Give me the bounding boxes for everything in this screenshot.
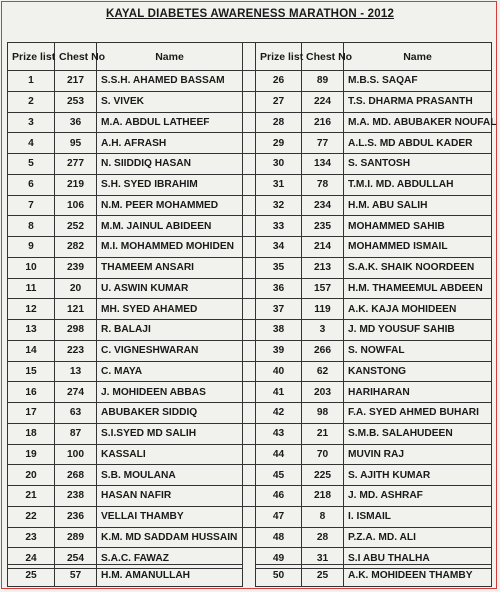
participant-name: S. AJITH KUMAR: [344, 465, 492, 486]
chest-number: 214: [302, 237, 344, 258]
chest-number: 98: [302, 403, 344, 424]
column-gap: [243, 133, 256, 154]
participant-name: KASSALI: [97, 444, 243, 465]
column-gap: [243, 43, 256, 71]
column-gap: [243, 527, 256, 548]
participant-name: H.M. THAMEEMUL ABDEEN: [344, 278, 492, 299]
chest-number: 268: [55, 465, 97, 486]
participant-name: M.A. ABDUL LATHEEF: [97, 112, 243, 133]
chest-number: 225: [302, 465, 344, 486]
participant-name: U. ASWIN KUMAR: [97, 278, 243, 299]
chest-number: 57: [55, 565, 97, 587]
prize-number: 33: [256, 216, 302, 237]
prize-number: 45: [256, 465, 302, 486]
participant-name: S.H. SYED IBRAHIM: [97, 174, 243, 195]
header-chest-no-right: Chest No: [302, 43, 344, 71]
chest-number: 277: [55, 154, 97, 175]
prize-number: 32: [256, 195, 302, 216]
participant-name: S. VIVEK: [97, 91, 243, 112]
column-gap: [243, 444, 256, 465]
prize-number: 1: [8, 71, 55, 92]
prize-number: 43: [256, 423, 302, 444]
chest-number: 254: [55, 548, 97, 569]
prize-number: 7: [8, 195, 55, 216]
chest-number: 289: [55, 527, 97, 548]
prize-number: 35: [256, 257, 302, 278]
participant-name: HASAN NAFIR: [97, 486, 243, 507]
chest-number: 239: [55, 257, 97, 278]
column-gap: [243, 506, 256, 527]
participant-name: K.M. MD SADDAM HUSSAIN: [97, 527, 243, 548]
column-gap: [243, 257, 256, 278]
chest-number: 70: [302, 444, 344, 465]
prize-number: 20: [8, 465, 55, 486]
table-row: [8, 444, 492, 465]
column-gap: [243, 195, 256, 216]
prize-number: 39: [256, 340, 302, 361]
prize-number: 2: [8, 91, 55, 112]
chest-number: 121: [55, 299, 97, 320]
prize-number: 41: [256, 382, 302, 403]
prize-number: 42: [256, 403, 302, 424]
prize-number: 16: [8, 382, 55, 403]
prize-number: 9: [8, 237, 55, 258]
table-header-row: [8, 43, 492, 71]
column-gap: [243, 465, 256, 486]
chest-number: 234: [302, 195, 344, 216]
participant-name: M.I. MOHAMMED MOHIDEN: [97, 237, 243, 258]
chest-number: 89: [302, 71, 344, 92]
prize-number: 36: [256, 278, 302, 299]
table-row: [8, 71, 492, 92]
column-gap: [243, 382, 256, 403]
prize-number: 49: [256, 548, 302, 569]
column-gap: [243, 278, 256, 299]
column-gap: [243, 154, 256, 175]
table-row: [8, 506, 492, 527]
chest-number: 224: [302, 91, 344, 112]
header-prize-list-right: Prize list: [256, 43, 302, 71]
participant-name: M.B.S. SAQAF: [344, 71, 492, 92]
participant-name: S.I ABU THALHA: [344, 548, 492, 569]
chest-number: 134: [302, 154, 344, 175]
chest-number: 63: [55, 403, 97, 424]
chest-number: 223: [55, 340, 97, 361]
participant-name: P.Z.A. MD. ALI: [344, 527, 492, 548]
prize-number: 11: [8, 278, 55, 299]
prize-number: 37: [256, 299, 302, 320]
table-row: [8, 527, 492, 548]
prize-number: 29: [256, 133, 302, 154]
prize-number: 3: [8, 112, 55, 133]
participant-name: S. NOWFAL: [344, 340, 492, 361]
participant-name: F.A. SYED AHMED BUHARI: [344, 403, 492, 424]
prize-number: 8: [8, 216, 55, 237]
participant-name: T.M.I. MD. ABDULLAH: [344, 174, 492, 195]
table-row: [8, 382, 492, 403]
chest-number: 238: [55, 486, 97, 507]
column-gap: [243, 486, 256, 507]
participant-name: VELLAI THAMBY: [97, 506, 243, 527]
chest-number: 266: [302, 340, 344, 361]
participant-name: MH. SYED AHAMED: [97, 299, 243, 320]
chest-number: 87: [55, 423, 97, 444]
chest-number: 31: [302, 548, 344, 569]
table-row: [8, 278, 492, 299]
table-row: [8, 154, 492, 175]
prize-number: 46: [256, 486, 302, 507]
participant-name: ABUBAKER SIDDIQ: [97, 403, 243, 424]
prize-number: 48: [256, 527, 302, 548]
footer-table: [7, 564, 492, 587]
prize-number: 23: [8, 527, 55, 548]
table-row: [8, 112, 492, 133]
table-row: [8, 340, 492, 361]
prize-number: 19: [8, 444, 55, 465]
chest-number: 8: [302, 506, 344, 527]
participant-name: MOHAMMED SAHIB: [344, 216, 492, 237]
participant-name: S.A.K. SHAIK NOORDEEN: [344, 257, 492, 278]
table-row: [8, 91, 492, 112]
prize-number: 25: [8, 565, 55, 587]
participant-name: KANSTONG: [344, 361, 492, 382]
table-row: [8, 257, 492, 278]
participant-name: S.M.B. SALAHUDEEN: [344, 423, 492, 444]
prize-number: 47: [256, 506, 302, 527]
header-prize-list-left: Prize list: [8, 43, 55, 71]
prize-number: 15: [8, 361, 55, 382]
participant-name: MOHAMMED ISMAIL: [344, 237, 492, 258]
chest-number: 95: [55, 133, 97, 154]
participant-name: M.M. JAINUL ABIDEEN: [97, 216, 243, 237]
participant-name: H.M. ABU SALIH: [344, 195, 492, 216]
chest-number: 235: [302, 216, 344, 237]
chest-number: 62: [302, 361, 344, 382]
header-chest-no-left: Chest No: [55, 43, 97, 71]
chest-number: 3: [302, 320, 344, 341]
participant-name: S.A.C. FAWAZ: [97, 548, 243, 569]
chest-number: 21: [302, 423, 344, 444]
chest-number: 78: [302, 174, 344, 195]
prize-number: 5: [8, 154, 55, 175]
column-gap: [243, 320, 256, 341]
participant-name: THAMEEM ANSARI: [97, 257, 243, 278]
chest-number: 203: [302, 382, 344, 403]
chest-number: 157: [302, 278, 344, 299]
participant-name: N.M. PEER MOHAMMED: [97, 195, 243, 216]
prize-table: [7, 42, 497, 569]
chest-number: 77: [302, 133, 344, 154]
header-name-left: Name: [97, 43, 243, 71]
participant-name: S. SANTOSH: [344, 154, 492, 175]
column-gap: [243, 174, 256, 195]
participant-name: I. ISMAIL: [344, 506, 492, 527]
participant-name: N. SIIDDIQ HASAN: [97, 154, 243, 175]
prize-number: 40: [256, 361, 302, 382]
table-row: [8, 237, 492, 258]
table-row: [8, 195, 492, 216]
table-row: [8, 565, 492, 587]
column-gap: [243, 565, 256, 587]
participant-name: A.K. KAJA MOHIDEEN: [344, 299, 492, 320]
table-row: [8, 423, 492, 444]
prize-number: 38: [256, 320, 302, 341]
participant-name: A.H. AFRASH: [97, 133, 243, 154]
participant-name: S.B. MOULANA: [97, 465, 243, 486]
participant-name: HARIHARAN: [344, 382, 492, 403]
column-gap: [243, 299, 256, 320]
chest-number: 36: [55, 112, 97, 133]
prize-number: 17: [8, 403, 55, 424]
participant-name: J. MOHIDEEN ABBAS: [97, 382, 243, 403]
chest-number: 252: [55, 216, 97, 237]
participant-name: T.S. DHARMA PRASANTH: [344, 91, 492, 112]
chest-number: 213: [302, 257, 344, 278]
prize-number: 13: [8, 320, 55, 341]
chest-number: 219: [55, 174, 97, 195]
column-gap: [243, 237, 256, 258]
chest-number: 282: [55, 237, 97, 258]
page-title: KAYAL DIABETES AWARENESS MARATHON - 2012: [105, 8, 395, 20]
column-gap: [243, 340, 256, 361]
prize-number: 12: [8, 299, 55, 320]
chest-number: 218: [302, 486, 344, 507]
header-name-right: Name: [344, 43, 492, 71]
prize-number: 27: [256, 91, 302, 112]
column-gap: [243, 216, 256, 237]
chest-number: 119: [302, 299, 344, 320]
table-row: [8, 361, 492, 382]
prize-number: 22: [8, 506, 55, 527]
chest-number: 100: [55, 444, 97, 465]
table-row: [8, 403, 492, 424]
table-row: [8, 486, 492, 507]
table-row: [8, 465, 492, 486]
prize-number: 34: [256, 237, 302, 258]
column-gap: [243, 361, 256, 382]
prize-number: 28: [256, 112, 302, 133]
participant-name: A.K. MOHIDEEN THAMBY: [344, 565, 492, 587]
prize-number: 10: [8, 257, 55, 278]
chest-number: 274: [55, 382, 97, 403]
participant-name: H.M. AMANULLAH: [97, 565, 243, 587]
prize-number: 14: [8, 340, 55, 361]
participant-name: A.L.S. MD ABDUL KADER: [344, 133, 492, 154]
participant-name: M.A. MD. ABUBAKER NOUFAL: [344, 112, 492, 133]
table-row: [8, 174, 492, 195]
table-row: [8, 299, 492, 320]
participant-name: J. MD. ASHRAF: [344, 486, 492, 507]
prize-number: 50: [256, 565, 302, 587]
prize-number: 24: [8, 548, 55, 569]
prize-number: 30: [256, 154, 302, 175]
chest-number: 13: [55, 361, 97, 382]
participant-name: J. MD YOUSUF SAHIB: [344, 320, 492, 341]
column-gap: [243, 91, 256, 112]
prize-number: 6: [8, 174, 55, 195]
chest-number: 236: [55, 506, 97, 527]
table-row: [8, 320, 492, 341]
column-gap: [243, 423, 256, 444]
table-row: [8, 216, 492, 237]
prize-number: 31: [256, 174, 302, 195]
chest-number: 298: [55, 320, 97, 341]
prize-number: 26: [256, 71, 302, 92]
participant-name: MUVIN RAJ: [344, 444, 492, 465]
prize-number: 18: [8, 423, 55, 444]
chest-number: 217: [55, 71, 97, 92]
chest-number: 20: [55, 278, 97, 299]
column-gap: [243, 71, 256, 92]
chest-number: 106: [55, 195, 97, 216]
column-gap: [243, 112, 256, 133]
prize-number: 21: [8, 486, 55, 507]
prize-number: 44: [256, 444, 302, 465]
chest-number: 216: [302, 112, 344, 133]
chest-number: 253: [55, 91, 97, 112]
table-row: [8, 133, 492, 154]
chest-number: 25: [302, 565, 344, 587]
column-gap: [243, 403, 256, 424]
chest-number: 28: [302, 527, 344, 548]
participant-name: S.I.SYED MD SALIH: [97, 423, 243, 444]
prize-number: 4: [8, 133, 55, 154]
participant-name: C. MAYA: [97, 361, 243, 382]
participant-name: S.S.H. AHAMED BASSAM: [97, 71, 243, 92]
participant-name: C. VIGNESHWARAN: [97, 340, 243, 361]
participant-name: R. BALAJI: [97, 320, 243, 341]
